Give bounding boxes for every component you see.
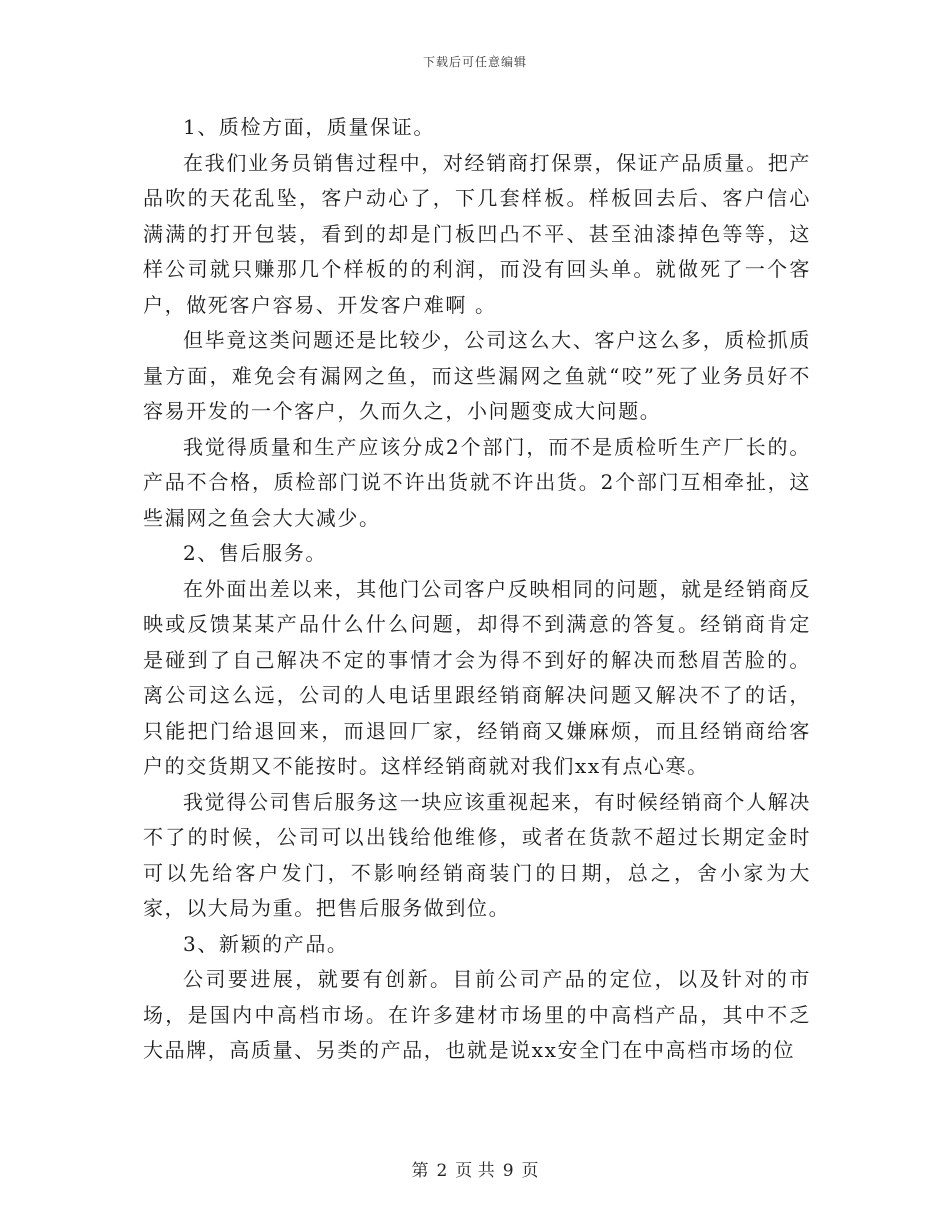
page-footer — [0, 1156, 950, 1181]
body-paragraph: 公司要进展，就要有创新。目前公司产品的定位，以及针对的市场，是国内中高档市场。在许多建材市场里的中高档产品，其中不乏大品牌，高质量、另类的产品，也就是说xx安全门在中高档市场的位 — [143, 967, 811, 1062]
body-paragraph: 我觉得公司售后服务这一块应该重视起来，有时候经销商个人解决不了的时候，公司可以出钱给他维修，或者在货款不超过长期定金时可以先给客户发门，不影响经销商装门的日期，总之，舍小家为大家，以大局为重。把售后服务做到位。 — [143, 789, 811, 920]
section-heading-quality: 1、质检方面，质量保证。 — [183, 115, 435, 139]
document-body — [143, 110, 811, 1069]
section-heading-after-sales: 2、售后服务。 — [183, 541, 327, 565]
footer-total-pages: 9 — [502, 1161, 514, 1181]
footer-page-number: 2 — [436, 1161, 448, 1181]
footer-suffix: 页 — [521, 1161, 539, 1181]
footer-prefix: 第 — [411, 1161, 429, 1181]
section-heading-new-products: 3、新颖的产品。 — [183, 931, 349, 956]
body-paragraph: 在外面出差以来，其他门公司客户反映相同的问题，就是经销商反映或反馈某某产品什么什么问题，却得不到满意的答复。经销商肯定是碰到了自己解决不定的事情才会为得不到好的解决而愁眉苦脸的。离公司这么远，公司的人电话里跟经销商解决问题又解决不了的话，只能把门给退回来，而退回厂家，经销商又嫌麻烦，而且经销商给客户的交货期又不能按时。这样经销商就对我们xx有点心寒。 — [143, 576, 811, 778]
body-paragraph: 但毕竟这类问题还是比较少，公司这么大、客户这么多，质检抓质量方面，难免会有漏网之鱼，而这些漏网之鱼就“咬”死了业务员好不容易开发的一个客户，久而久之，小问题变成大问题。 — [143, 328, 811, 423]
page-header-note: 下载后可任意编辑 — [422, 55, 527, 69]
body-paragraph: 在我们业务员销售过程中，对经销商打保票，保证产品质量。把产品吹的天花乱坠，客户动心了，下几套样板。样板回去后、客户信心满满的打开包装，看到的却是门板凹凸不平、甚至油漆掉色等等，这样公司就只赚那几个样板的的利润，而没有回头单。就做死了一个客户，做死客户容易、开发客户难啊 。 — [143, 150, 811, 317]
footer-middle: 页 共 — [455, 1161, 495, 1181]
body-paragraph: 我觉得质量和生产应该分成2个部门，而不是质检听生产厂长的。产品不合格，质检部门说不许出货就不许出货。2个部门互相牵扯，这些漏网之鱼会大大减少。 — [143, 434, 811, 530]
